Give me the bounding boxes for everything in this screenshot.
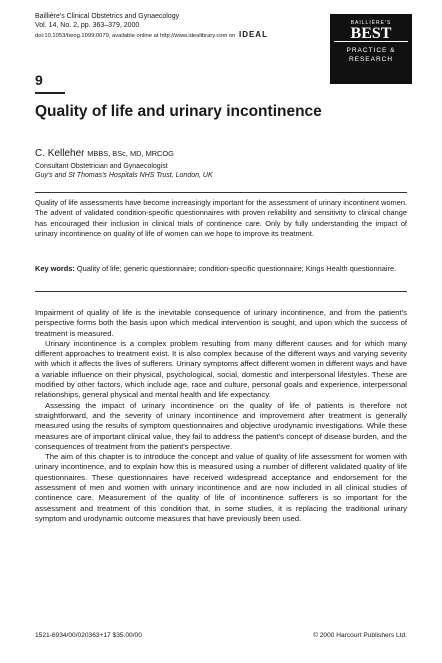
series-logo-graphic: [330, 8, 412, 84]
chapter-rule: [35, 92, 65, 94]
keywords-text: Quality of life; generic questionnaire; condition-specific questionnaire; Kings Health questionnaire.: [76, 264, 397, 273]
chapter-number: 9: [35, 72, 43, 88]
footer-issn: 1521-6934/00/020363+17 $35.00/00: [35, 632, 142, 639]
abstract-top-rule: [35, 192, 407, 193]
abstract-bottom-rule: [35, 291, 407, 292]
volume-info: Vol. 14, No. 2, pp. 363–379, 2000: [35, 22, 140, 29]
author-institution: Guy's and St Thomas's Hospitals NHS Trust, London, UK: [35, 172, 213, 179]
keywords: [35, 264, 407, 274]
series-logo-top: BAILLIÈRE'S: [350, 20, 392, 26]
abstract: Quality of life assessments have become increasingly important for the assessment of urinary incontinent women. The advent of validated condition-specific questionnaires with proven reliability and sensitivity to clinical change has encouraged their inclusion in clinical trials of continence care. Only by fully understanding the impact of urinary incontinence on quality of life of women can we hope to improve its treatment.: [35, 198, 407, 238]
body-text: [35, 308, 407, 524]
journal-name: Baillière's Clinical Obstetrics and Gynaecology: [35, 13, 180, 20]
author-line: [35, 148, 174, 159]
footer: [35, 632, 407, 639]
author-name: C. Kelleher: [35, 148, 85, 159]
series-logo-main: BEST: [350, 25, 392, 42]
doi-text: doi:10.1053/beog.1999.0079, available online at http://www.idealibrary.com on: [35, 33, 236, 39]
body-paragraph-2: Urinary incontinence is a complex problem resulting from many different causes and for which many different approaches to treatment exist. It is also complex because of the different ways and varying severity with which it affects the lives of sufferers. Urinary symptoms affect different women in different ways and have a variable influence on their physical, psychological, social, domestic and interpersonal lifestyles. These are modified by other factors, which include age, race and culture, personal goals and experience, interpersonal relationships, general physical and mental health and life expectancy.: [35, 338, 407, 400]
doi-line: [35, 31, 305, 40]
keywords-label: Key words:: [35, 264, 75, 273]
ideal-logo: IDEAL: [238, 30, 268, 39]
author-position: Consultant Obstetrician and Gynaecologist: [35, 163, 168, 170]
body-paragraph-3: Assessing the impact of urinary incontinence on the quality of life of patients is therefore not straightforward, and the severity of urinary incontinence and improvement after treatment is generally measured using the results of symptom questionnaires and objective urodynamic investigations. While these measures are of important clinical value, they fail to address the patient's concept of disease burden, and the consequences of treatment from the patient's perspective.: [35, 400, 407, 451]
series-logo-sub1: PRACTICE &: [346, 47, 396, 54]
series-logo: [330, 8, 412, 84]
body-paragraph-1: Impairment of quality of life is the inevitable consequence of urinary incontinence, and from the patient's perspective forms both the basis upon which medical intervention is sought, and upon which the success of treatment is measured.: [35, 308, 407, 338]
series-logo-sub2: RESEARCH: [348, 56, 394, 63]
body-paragraph-4: The aim of this chapter is to introduce the concept and value of quality of life assessment for women with urinary incontinence, and to explain how this is measured using a number of different validated quality of life questionnaires. These questionnaires have received widespread acceptance and endorsement for the assessment of men and women with urinary incontinence and are now included in all clinical studies of continence care. Measurement of the quality of life of incontinence sufferers is so important for the assessment and treatment of this condition that, in some studies, it is replacing the traditional urinary symptom and urodynamic outcome measures that have previously been used.: [35, 452, 407, 523]
author-degrees: MBBS, BSc, MD, MRCOG: [87, 149, 174, 158]
footer-copyright: © 2000 Harcourt Publishers Ltd.: [313, 632, 407, 639]
chapter-title: Quality of life and urinary incontinence: [35, 103, 322, 120]
